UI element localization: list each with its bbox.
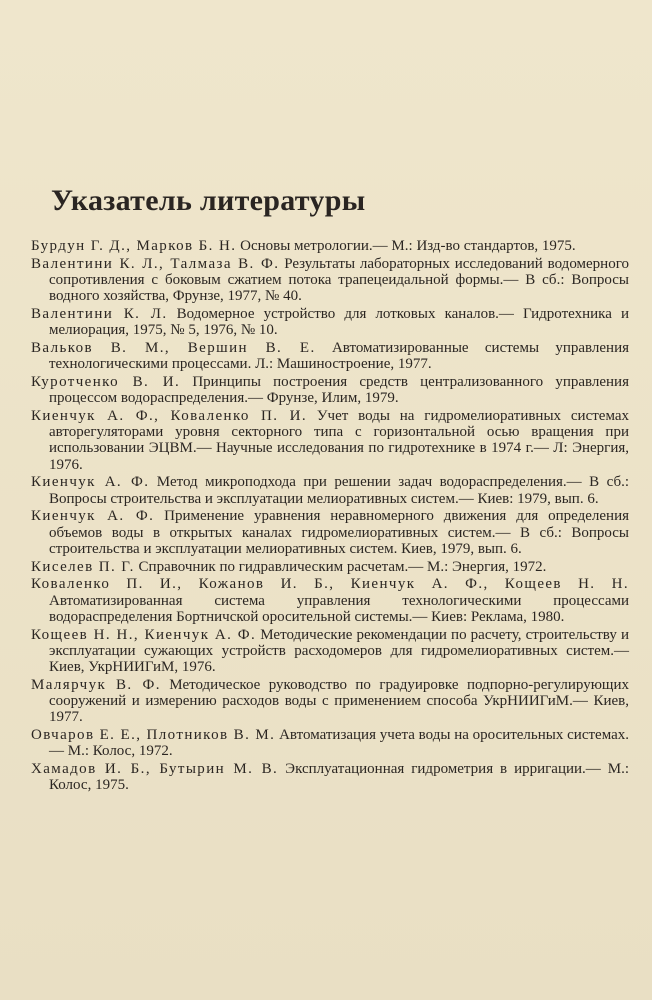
reference-item — [31, 340, 629, 372]
reference-text: Основы метрологии.— М.: Изд-во стандартов, 1975. — [236, 238, 576, 254]
reference-text: Водомерное устройство для лотковых каналов.— Гидротехника и мелиорация, 1975, № 5, 1976, № 10. — [49, 306, 629, 339]
reference-authors: Куротченко В. И. — [31, 374, 181, 390]
reference-item — [31, 238, 629, 254]
reference-item — [31, 256, 629, 305]
reference-text: Автоматизированные системы управления технологическими процессами. Л.: Машиностроение, 1977. — [49, 340, 629, 373]
reference-authors: Овчаров Е. Е., Плотников В. М. — [31, 727, 276, 744]
reference-authors: Валентини К. Л. — [31, 306, 168, 322]
reference-item — [31, 677, 629, 726]
reference-authors: Киенчук А. Ф. — [31, 474, 150, 491]
reference-authors: Хамадов И. Б., Бутырин М. В. — [31, 761, 279, 778]
reference-text: Принципы построения средств централизованного управления процессом водораспределения.— Фрунзе, Илим, 1979. — [49, 374, 629, 407]
reference-authors: Киселев П. Г. — [31, 558, 135, 575]
reference-authors: Валентини К. Л., Талмаза В. Ф. — [31, 255, 280, 272]
reference-item — [31, 761, 629, 793]
reference-text: Результаты лабораторных исследований водомерного сопротивления с боковым сжатием потока трапецеидальной формы.— В сб.: Вопросы водного хозяйства, Фрунзе, 1977, № 40. — [49, 255, 629, 305]
reference-item — [31, 408, 629, 473]
reference-item — [31, 559, 629, 575]
reference-item — [31, 727, 629, 759]
reference-authors: Вальков В. М., Вершин В. Е. — [31, 340, 316, 356]
reference-text: Метод микроподхода при решении задач водораспределения.— В сб.: Вопросы строительства и эксплуатации мелиоративных систем.— Киев: 1979, вып. 6. — [49, 474, 629, 507]
reference-item — [31, 306, 629, 338]
reference-text: Эксплуатационная гидрометрия в ирригации.— М.: Колос, 1975. — [49, 761, 630, 794]
reference-text: Учет воды на гидромелиоративных системах авторегуляторами уровня секторного типа с горизонтальной осью вращения при использовании ЭЦВМ.— Научные исследования по гидротехнике в 1974 г.— Л: Энергия, 1976. — [49, 408, 629, 473]
reference-item — [31, 576, 629, 625]
reference-authors: Кощеев Н. Н., Киенчук А. Ф. — [31, 626, 257, 643]
reference-text: Методические рекомендации по расчету, строительству и эксплуатации сужающих устройств расходомеров для гидромелиоративных систем.— Киев, УкрНИИГиМ, 1976. — [49, 626, 629, 676]
reference-item — [31, 508, 629, 557]
reference-text: Справочник по гидравлическим расчетам.— М.: Энергия, 1972. — [134, 558, 547, 575]
reference-list — [0, 238, 652, 793]
reference-authors: Малярчук В. Ф. — [31, 676, 161, 693]
reference-authors: Бурдун Г. Д., Марков Б. Н. — [31, 238, 237, 254]
reference-authors: Киенчук А. Ф. — [31, 508, 155, 525]
reference-authors: Киенчук А. Ф., Коваленко П. И. — [31, 408, 308, 424]
reference-text: Методическое руководство по градуировке подпорно-регулирующих сооружений и измерению расходов воды с применением способа УкрНИИГиМ.— Киев, 1977. — [49, 676, 629, 726]
reference-item — [31, 474, 629, 506]
reference-item — [31, 627, 629, 676]
reference-text: Автоматизация учета воды на оросительных системах.— М.: Колос, 1972. — [49, 727, 629, 760]
page-title: Указатель литературы — [51, 184, 366, 217]
reference-item — [31, 374, 629, 406]
reference-authors: Коваленко П. И., Кожанов И. Б., Киенчук А. Ф., Кощеев Н. Н. — [31, 576, 629, 593]
reference-text: Применение уравнения неравномерного движения для определения объемов воды в открытых каналах гидромелиоративных систем.— В сб.: Вопросы строительства и эксплуатации мелиоративных систем. Киев, 1979, вып. 6. — [49, 508, 629, 557]
reference-text: Автоматизированная система управления технологическими процессами водораспределения Бортничской оросительной системы.— Киев: Реклама, 1980. — [49, 592, 629, 625]
